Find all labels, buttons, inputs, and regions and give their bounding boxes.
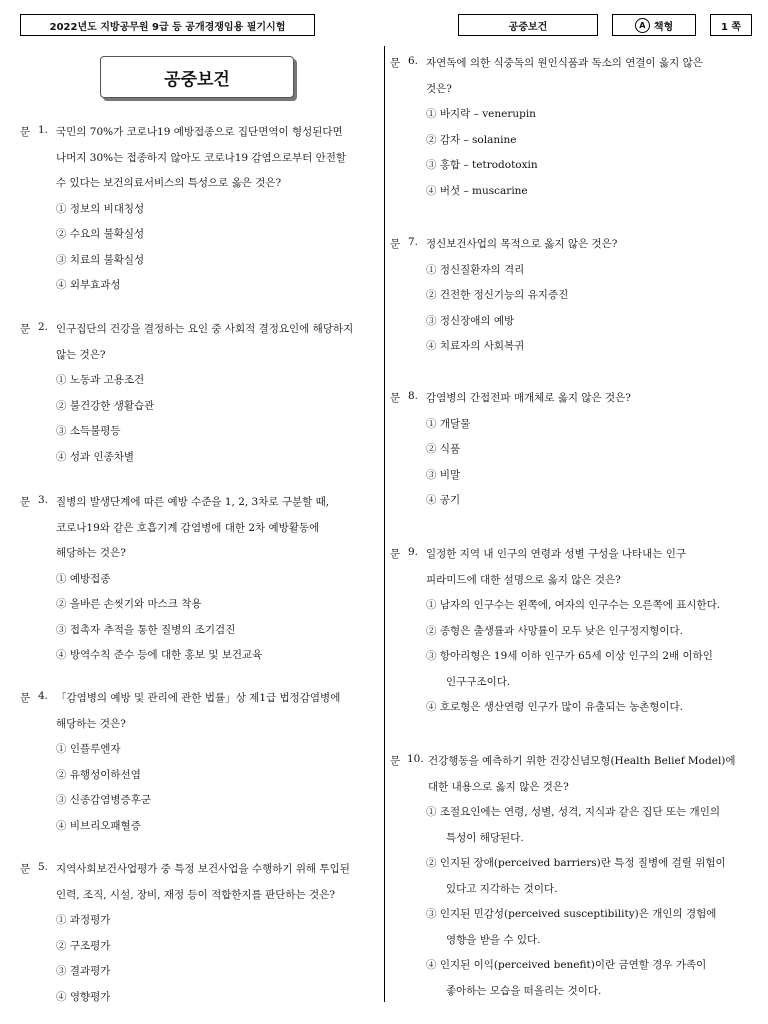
answer-option: ③ 비말 [426, 468, 461, 481]
question-label: 문 [20, 126, 31, 138]
answer-option: ① 과정평가 [56, 914, 111, 926]
answer-option: ① 남자의 인구수는 왼쪽에, 여자의 인구수는 오른쪽에 표시한다. [426, 599, 721, 611]
answer-option: ② 인지된 장애(perceived barriers)란 특정 질병에 걸릴 위험이 [426, 857, 726, 869]
answer-option: ④ 치료자의 사회복귀 [426, 340, 525, 352]
answer-option: ③ 소득불평등 [56, 425, 121, 437]
question-number: 8. [408, 390, 419, 402]
question-label: 문 [20, 692, 31, 704]
answer-option: ① 인플루엔자 [56, 743, 121, 755]
question-number: 5. [38, 861, 49, 873]
answer-option: ② 식품 [426, 443, 461, 455]
answer-option: ④ 방역수칙 준수 등에 대한 홍보 및 보건교육 [56, 649, 263, 661]
question-number: 9. [408, 546, 419, 558]
answer-option: ① 개달물 [426, 417, 471, 430]
answer-option: ④ 성과 인종차별 [56, 450, 135, 463]
question-number: 7. [408, 236, 419, 248]
answer-option: ③ 접촉자 추적을 통한 질병의 조기검진 [56, 623, 236, 636]
question-label: 문 [20, 323, 31, 335]
answer-option: ③ 신종감염병증후군 [56, 794, 151, 806]
booklet-label: 책형 [653, 21, 674, 33]
question-text-line: 대한 내용으로 옳지 않은 것은? [428, 780, 569, 793]
option-continuation: 있다고 지각하는 것이다. [446, 882, 558, 895]
question-text-line: 건강행동을 예측하기 위한 건강신념모형(Health Belief Model)에 [428, 755, 736, 767]
option-continuation: 영향을 받을 수 있다. [446, 933, 541, 946]
question-text-line: 정신보건사업의 목적으로 옳지 않은 것은? [426, 238, 618, 250]
question-text-line: 인구집단의 건강을 결정하는 요인 중 사회적 결정요인에 해당하지 [56, 323, 354, 335]
question-number: 6. [408, 55, 419, 67]
page-title-text: 공중보건 [164, 69, 230, 90]
question-text-line: 「감염병의 예방 및 관리에 관한 법률」상 제1급 법정감염병에 [56, 692, 341, 704]
question-text-line: 인력, 조직, 시설, 장비, 재정 등이 적합한지를 판단하는 것은? [56, 888, 335, 901]
page-number [710, 14, 752, 36]
question-number: 1. [38, 124, 49, 136]
answer-option: ② 감자 – solanine [426, 133, 517, 146]
answer-option: ④ 공기 [426, 494, 461, 506]
question-text-line: 해당하는 것은? [56, 717, 126, 730]
question-text-line: 자연독에 의한 식중독의 원인식품과 독소의 연결이 옳지 않은 [426, 57, 703, 69]
answer-option: ③ 항아리형은 19세 이하 인구가 65세 이상 인구의 2배 이하인 [426, 650, 713, 662]
question-number: 3. [38, 494, 49, 506]
answer-option: ④ 외부효과성 [56, 279, 121, 291]
question-text-line: 감염병의 간접전파 매개체로 옳지 않은 것은? [426, 392, 631, 404]
question-label: 문 [390, 57, 401, 69]
answer-option: ④ 호로형은 생산연령 인구가 많이 유출되는 농촌형이다. [426, 701, 684, 713]
question-label: 문 [390, 548, 401, 560]
answer-option: ① 노동과 고용조건 [56, 374, 145, 386]
answer-option: ② 수요의 불확실성 [56, 228, 145, 240]
page-title [100, 56, 294, 98]
answer-option: ④ 비브리오패혈증 [56, 819, 141, 832]
option-continuation: 특성이 해당된다. [446, 831, 524, 844]
answer-option: ③ 인지된 민감성(perceived susceptibility)은 개인의 경험에 [426, 908, 717, 920]
answer-option: ① 예방접종 [56, 572, 111, 585]
answer-option: ① 정보의 비대칭성 [56, 202, 145, 215]
option-continuation: 좋아하는 모습을 떠올리는 것이다. [446, 984, 602, 997]
question-label: 문 [20, 496, 31, 508]
answer-option: ② 불건강한 생활습관 [56, 399, 155, 412]
answer-option: ③ 정신장애의 예방 [426, 314, 515, 327]
answer-option: ③ 홍합 – tetrodotoxin [426, 159, 538, 171]
question-label: 문 [390, 755, 401, 767]
question-text-line: 수 있다는 보건의료서비스의 특성으로 옳은 것은? [56, 177, 282, 189]
answer-option: ③ 치료의 불확실성 [56, 253, 145, 266]
answer-option: ② 구조평가 [56, 939, 111, 952]
question-text-line: 질병의 발생단계에 따른 예방 수준을 1, 2, 3차로 구분할 때, [56, 496, 330, 508]
question-text-line: 일정한 지역 내 인구의 연령과 성별 구성을 나타내는 인구 [426, 548, 686, 560]
column-divider [384, 46, 385, 1002]
answer-option: ① 바지락 – venerupin [426, 108, 536, 120]
option-continuation: 인구구조이다. [446, 675, 511, 688]
question-number: 4. [38, 690, 49, 702]
question-label: 문 [390, 238, 401, 250]
answer-option: ② 건전한 정신기능의 유지증진 [426, 289, 569, 301]
question-text-line: 해당하는 것은? [56, 547, 126, 559]
question-text-line: 나머지 30%는 접종하지 않아도 코로나19 감염으로부터 안전할 [56, 151, 347, 164]
question-text-line: 코로나19와 같은 호흡기계 감염병에 대한 2차 예방활동에 [56, 521, 320, 534]
answer-option: ② 유행성이하선염 [56, 768, 141, 781]
answer-option: ② 올바른 손씻기와 마스크 착용 [56, 598, 202, 610]
question-text-line: 않는 것은? [56, 348, 106, 361]
answer-option: ① 조절요인에는 연령, 성별, 성격, 지식과 같은 집단 또는 개인의 [426, 806, 720, 818]
subject-text: 공중보건 [508, 21, 548, 33]
question-label: 문 [390, 392, 401, 404]
question-text-line: 지역사회보건사업평가 중 특정 보건사업을 수행하기 위해 투입된 [56, 863, 350, 875]
question-label: 문 [20, 863, 31, 875]
question-number: 10. [407, 753, 424, 765]
exam-title [20, 14, 315, 36]
exam-title-text: 2022년도 지방공무원 9급 등 공개경쟁임용 필기시험 [49, 21, 286, 33]
answer-option: ① 정신질환자의 격리 [426, 263, 525, 276]
answer-option: ② 종형은 출생률과 사망률이 모두 낮은 인구정지형이다. [426, 624, 684, 637]
question-number: 2. [38, 321, 49, 333]
answer-option: ③ 결과평가 [56, 965, 111, 977]
booklet-mark: A [635, 18, 650, 33]
page-number-text: 1 쪽 [720, 21, 742, 33]
answer-option: ④ 버섯 – muscarine [426, 184, 528, 197]
question-text-line: 피라미드에 대한 설명으로 옳지 않은 것은? [426, 573, 621, 586]
question-text-line: 것은? [426, 82, 452, 95]
answer-option: ④ 인지된 이익(perceived benefit)이란 금연할 경우 가족이 [426, 959, 707, 971]
answer-option: ④ 영향평가 [56, 990, 111, 1003]
question-text-line: 국민의 70%가 코로나19 예방접종으로 집단면역이 형성된다면 [56, 126, 343, 138]
booklet-type [612, 14, 696, 36]
subject-box [458, 14, 598, 36]
